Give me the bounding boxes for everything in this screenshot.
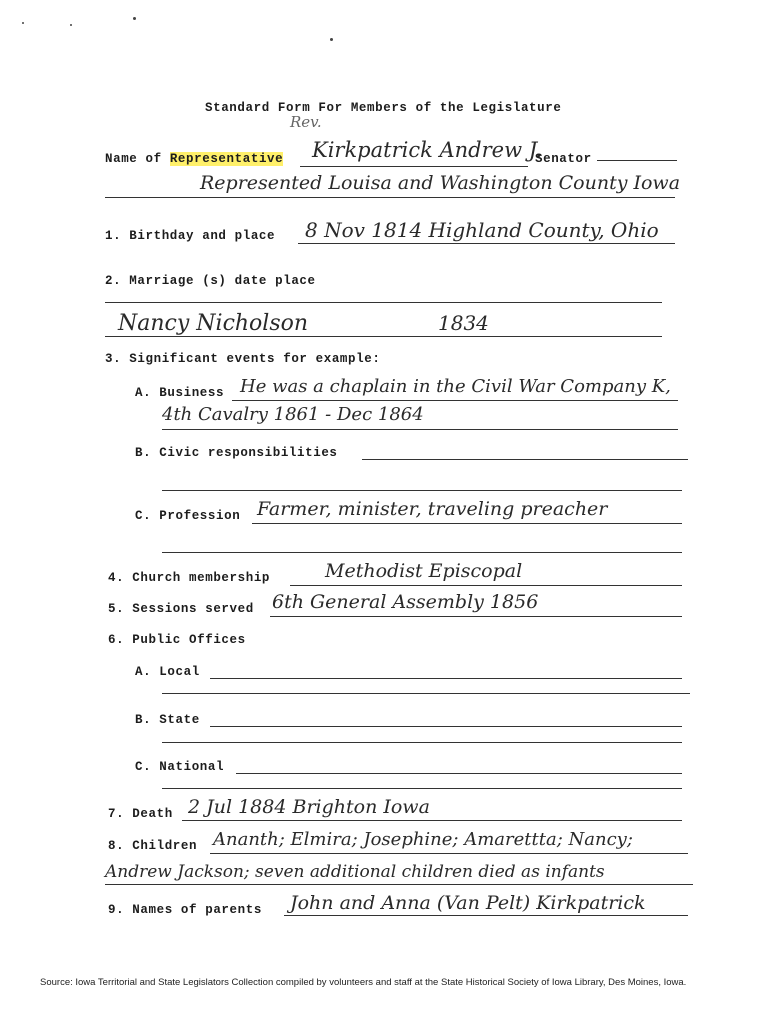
state-label: B. State [135, 713, 200, 727]
handwritten-business-2: 4th Cavalry 1861 - Dec 1864 [162, 404, 424, 425]
sessions-label: 5. Sessions served [108, 602, 254, 616]
civic-line-1 [362, 459, 688, 460]
church-line [290, 585, 682, 586]
handwritten-children-1: Ananth; Elmira; Josephine; Amarettta; Nancy; [213, 829, 633, 850]
name-label [105, 152, 283, 166]
name-prefix: Name of [105, 152, 162, 166]
national-label: C. National [135, 760, 225, 774]
profession-label: C. Profession [135, 509, 241, 523]
source-footer: Source: Iowa Territorial and State Legislators Collection compiled by volunteers and staff at the State Historical Society of Iowa Library, Des Moines, Iowa. [40, 977, 687, 988]
parents-line [284, 915, 688, 916]
scan-speck [133, 17, 136, 20]
handwritten-rev: Rev. [290, 113, 322, 131]
national-line-1 [236, 773, 682, 774]
handwritten-birthday: 8 Nov 1814 Highland County, Ohio [305, 218, 659, 242]
business-line-2 [162, 429, 678, 430]
profession-line-1 [252, 523, 682, 524]
handwritten-marriage-name: Nancy Nicholson [118, 311, 309, 336]
business-line-1 [232, 400, 678, 401]
handwritten-sessions: 6th General Assembly 1856 [272, 591, 539, 613]
local-line-2 [162, 693, 690, 694]
name-line [300, 166, 528, 167]
represented-line [105, 197, 675, 198]
senator-label: Senator [535, 152, 592, 166]
civic-label: B. Civic responsibilities [135, 446, 338, 460]
national-line-2 [162, 788, 682, 789]
handwritten-marriage-year: 1834 [438, 311, 489, 335]
state-line-2 [162, 742, 682, 743]
scan-speck [330, 38, 333, 41]
handwritten-profession: Farmer, minister, traveling preacher [257, 498, 608, 520]
children-label: 8. Children [108, 839, 198, 853]
children-line-1 [210, 853, 688, 854]
marriage-line-1 [105, 302, 662, 303]
handwritten-children-2: Andrew Jackson; seven additional children died as infants [105, 862, 605, 882]
significant-label: 3. Significant events for example: [105, 352, 381, 366]
birthday-label: 1. Birthday and place [105, 229, 276, 243]
death-label: 7. Death [108, 807, 173, 821]
sessions-line [270, 616, 682, 617]
state-line-1 [210, 726, 682, 727]
business-label: A. Business [135, 386, 225, 400]
marriage-label: 2. Marriage (s) date place [105, 274, 316, 288]
church-label: 4. Church membership [108, 571, 271, 585]
handwritten-business-1: He was a chaplain in the Civil War Company K, [240, 376, 671, 397]
public-offices-label: 6. Public Offices [108, 633, 246, 647]
form-title: Standard Form For Members of the Legislature [205, 101, 562, 115]
profession-line-2 [162, 552, 682, 553]
handwritten-name: Kirkpatrick Andrew J. [312, 138, 543, 162]
senator-line [597, 160, 677, 161]
handwritten-parents: John and Anna (Van Pelt) Kirkpatrick [290, 892, 646, 914]
representative-label: Representative [169, 152, 284, 166]
scan-speck [22, 22, 24, 24]
marriage-line-2 [105, 336, 662, 337]
death-line [182, 820, 682, 821]
handwritten-represented: Represented Louisa and Washington County Iowa [200, 172, 681, 194]
scan-speck [70, 24, 72, 26]
local-label: A. Local [135, 665, 200, 679]
handwritten-church: Methodist Episcopal [325, 560, 523, 582]
parents-label: 9. Names of parents [108, 903, 262, 917]
birthday-line [298, 243, 675, 244]
civic-line-2 [162, 490, 682, 491]
handwritten-death: 2 Jul 1884 Brighton Iowa [188, 796, 430, 818]
local-line-1 [210, 678, 682, 679]
children-line-2 [105, 884, 693, 885]
